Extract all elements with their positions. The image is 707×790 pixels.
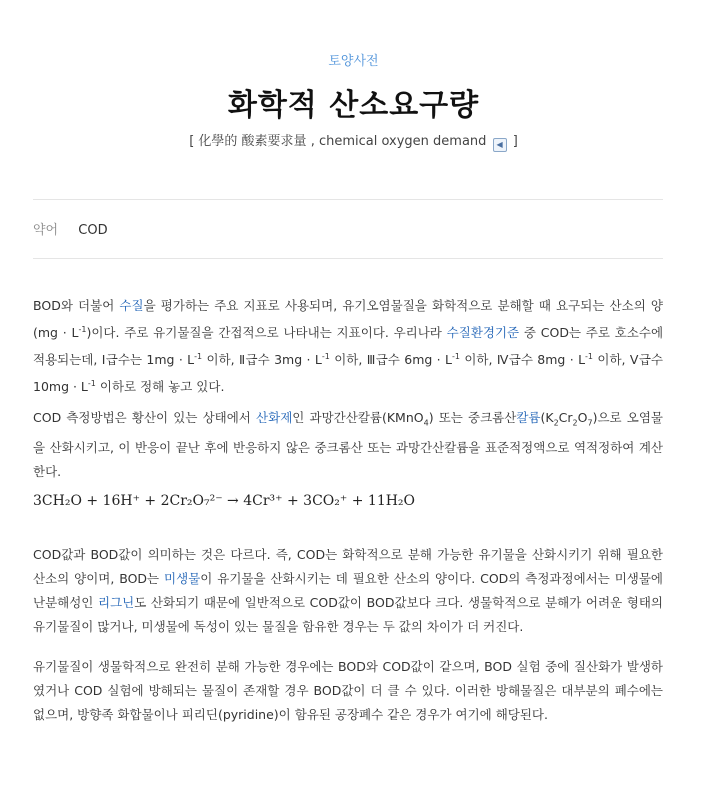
- text: 이하, Ⅲ급수 6mg · L: [329, 352, 452, 368]
- text: 이하, Ⅴ급수 10mg · L: [33, 352, 663, 395]
- text: )이다. 주로 유기물질을 간접적으로 나타내는 지표이다. 우리나라: [86, 325, 447, 341]
- link-oxidizer[interactable]: 산화제: [256, 410, 293, 425]
- sup: -1: [87, 379, 96, 389]
- subtitle: [0, 130, 707, 152]
- link-water-standard[interactable]: 수질환경기준: [446, 325, 520, 341]
- sup: -1: [78, 325, 87, 334]
- paragraph-4: 유기물질이 생물학적으로 완전히 분해 가능한 경우에는 BOD와 COD값이 같으며, BOD 실험 중에 질산화가 발생하였거나 COD 실험에 방해되는 물질이 존재할 경우 BOD값이 더 클 수 있다. 이러한 방해물질은 대부분의 폐수에는 없으며, 방향족 화합물이나 피리딘(pyridine)이 함유된 공장폐수 같은 경우가 여기에 해당된다.: [33, 659, 663, 722]
- page-title: 화학적 산소요구량: [227, 88, 480, 123]
- divider-top: [33, 199, 663, 200]
- paragraph-3: [33, 543, 663, 639]
- text: (K: [540, 410, 554, 425]
- sup: -1: [451, 352, 460, 362]
- text: COD값과 BOD값이 의미하는 것은 다르다. 즉, COD는 화학적으로 분해 가능한 유기물을 산화시키기 위해 필요한 산소의 양이며, BOD는: [33, 547, 663, 586]
- sub: 2: [572, 418, 578, 428]
- text: O: [577, 410, 588, 425]
- reaction-formula: 3CH₂O + 16H⁺ + 2Cr₂O₇²⁻ → 4Cr³⁺ + 3CO₂⁺ + 11H₂O: [33, 493, 416, 509]
- text: )으로 오염물을 산화시키고, 이 반응이 끝난 후에 반응하지 않은 중크롬산 또는 과망간산칼륨을 표준적정액으로 역적정하여 계산한다.: [33, 410, 663, 479]
- sub: 2: [553, 418, 559, 428]
- paragraph-1: [33, 294, 663, 399]
- link-microorganism[interactable]: 미생물: [164, 571, 201, 586]
- abbreviation-row: [33, 219, 108, 238]
- text: 이 유기물을 산화시키는 데 필요한 산소의 양이다. COD의 측정과정에서는 미생물에 난분해성인: [33, 571, 663, 610]
- link-water-quality[interactable]: 수질: [119, 298, 144, 313]
- text: 인 과망간산칼륨(KMnO: [292, 410, 424, 425]
- text: 이하, Ⅳ급수 8mg · L: [459, 352, 586, 368]
- speaker-icon[interactable]: ◀: [493, 138, 507, 152]
- subtitle-text: [ 化學的 酸素要求量 , chemical oxygen demand: [189, 134, 487, 149]
- sup: -1: [585, 352, 594, 362]
- sub: 7: [587, 418, 593, 428]
- text: 이하로 정해 놓고 있다.: [95, 379, 225, 395]
- paragraph-2: [33, 406, 663, 484]
- text: 중 COD는 주로 호소수에 적용되는데, Ⅰ급수는 1mg · L: [33, 325, 664, 368]
- abbreviation-value: COD: [78, 223, 108, 238]
- text: Cr: [558, 410, 573, 425]
- abbreviation-label: 약어: [33, 223, 59, 238]
- text: ) 또는 중크롬산: [428, 410, 517, 425]
- category-link[interactable]: 토양사전: [328, 54, 379, 69]
- sup: -1: [321, 352, 330, 362]
- text: 을 평가하는 주요 지표로 사용되며, 유기오염물질을 화학적으로 분해할 때 요구되는 산소의 양(mg · L: [33, 298, 663, 341]
- text: BOD와 더불어: [33, 298, 120, 313]
- sub: 4: [423, 418, 429, 428]
- subtitle-close: ]: [512, 134, 518, 149]
- divider-bottom: [33, 258, 663, 259]
- text: 이하, Ⅱ급수 3mg · L: [202, 352, 322, 368]
- sup: -1: [194, 352, 203, 362]
- text: 도 산화되기 때문에 일반적으로 COD값이 BOD값보다 크다. 생물학적으로 분해가 어려운 형태의 유기물질이 많거나, 미생물에 독성이 있는 물질을 함유한 경우는 두 값의 차이가 더 커진다.: [33, 595, 663, 634]
- link-potassium[interactable]: 칼륨: [516, 410, 541, 425]
- text: COD 측정방법은 황산이 있는 상태에서: [33, 410, 257, 425]
- link-lignin[interactable]: 리그닌: [98, 595, 135, 610]
